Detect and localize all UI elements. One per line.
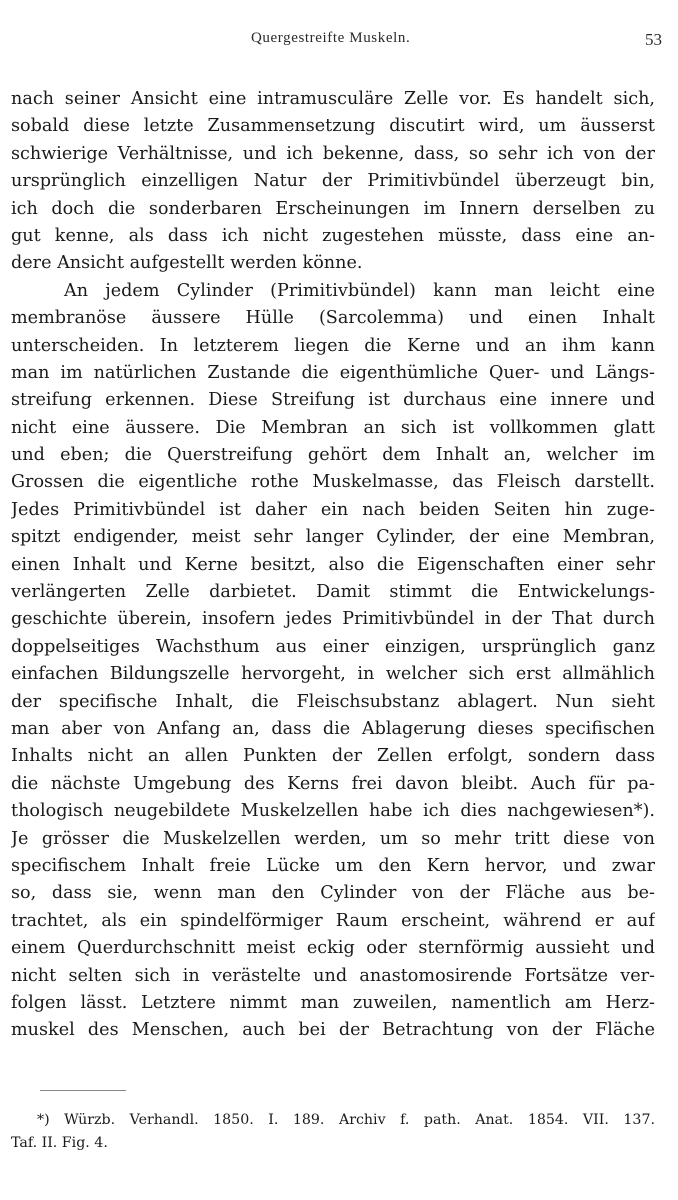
- text-line: folgen lässt. Letztere nimmt man zuweilen, namentlich am Herz-: [11, 992, 655, 1013]
- text-line: ich doch die sonderbaren Erscheinungen im Innern derselben zu: [11, 198, 655, 219]
- text-line: schwierige Verhältnisse, und ich bekenne, dass, so sehr ich von der: [11, 143, 655, 164]
- text-line: spitzt endigender, meist sehr langer Cylinder, der eine Membran,: [11, 527, 655, 548]
- text-line: und eben; die Querstreifung gehört dem Inhalt an, welcher im: [11, 445, 655, 466]
- footnote-divider: [40, 1090, 126, 1091]
- footnote-line: Taf. II. Fig. 4.: [11, 1135, 108, 1151]
- text-line: einen Inhalt und Kerne besitzt, also die Eigenschaften einer sehr: [11, 554, 655, 575]
- text-line: streifung erkennen. Diese Streifung ist durchaus eine innere und: [11, 390, 655, 411]
- text-line: Inhalts nicht an allen Punkten der Zellen erfolgt, sondern dass: [11, 746, 655, 767]
- text-line: verlängerten Zelle darbietet. Damit stimmt die Entwickelungs-: [11, 582, 655, 603]
- text-line: Grossen die eigentliche rothe Muskelmasse, das Fleisch darstellt.: [11, 472, 655, 493]
- text-line: man im natürlichen Zustande die eigenthümliche Quer- und Längs-: [11, 362, 655, 383]
- text-line: doppelseitiges Wachsthum aus einer einzigen, ursprünglich ganz: [11, 636, 655, 657]
- running-title: Quergestreifte Muskeln.: [251, 30, 411, 46]
- text-line: man aber von Anfang an, dass die Ablagerung dieses specifischen: [11, 718, 655, 739]
- text-line: Jedes Primitivbündel ist daher ein nach beiden Seiten hin zuge-: [11, 499, 655, 520]
- text-line: einem Querdurchschnitt meist eckig oder sternförmig aussieht und: [11, 938, 655, 959]
- footnotes: [11, 1109, 655, 1155]
- text-line: thologisch neugebildete Muskelzellen habe ich dies nachgewiesen*).: [11, 801, 655, 822]
- text-line: gut kenne, als dass ich nicht zugestehen müsste, dass eine an-: [11, 225, 655, 246]
- text-line: trachtet, als ein spindelförmiger Raum erscheint, während er auf: [11, 910, 655, 931]
- text-line: unterscheiden. In letzterem liegen die Kerne und an ihm kann: [11, 335, 655, 356]
- text-line: nicht selten sich in verästelte und anastomosirende Fortsätze ver-: [11, 965, 655, 986]
- body-text: [11, 86, 655, 1045]
- text-line: ursprünglich einzelligen Natur der Primitivbündel überzeugt bin,: [11, 171, 655, 192]
- text-line: An jedem Cylinder (Primitivbündel) kann man leicht eine: [64, 280, 655, 301]
- text-line: sobald diese letzte Zusammensetzung discutirt wird, um äusserst: [11, 116, 655, 137]
- text-line: nach seiner Ansicht eine intramusculäre Zelle vor. Es handelt sich,: [11, 89, 655, 109]
- text-line: nicht eine äussere. Die Membran an sich ist vollkommen glatt: [11, 417, 655, 438]
- page-number: 53: [645, 30, 662, 49]
- text-line: geschichte überein, insofern jedes Primitivbündel in der That durch: [11, 609, 655, 630]
- running-head: [0, 30, 678, 56]
- footnote-line: *) Würzb. Verhandl. 1850. I. 189. Archiv f. path. Anat. 1854. VII. 137.: [37, 1112, 655, 1128]
- text-line: der specifische Inhalt, die Fleischsubstanz ablagert. Nun sieht: [11, 691, 655, 712]
- text-line: die nächste Umgebung des Kerns frei davon bleibt. Auch für pa-: [11, 773, 655, 794]
- text-line: Je grösser die Muskelzellen werden, um so mehr tritt diese von: [11, 828, 655, 849]
- text-line: so, dass sie, wenn man den Cylinder von der Fläche aus be-: [11, 883, 655, 904]
- text-line: einfachen Bildungszelle hervorgeht, in welcher sich erst allmählich: [11, 664, 655, 685]
- text-line: membranöse äussere Hülle (Sarcolemma) und einen Inhalt: [11, 308, 655, 329]
- text-line: muskel des Menschen, auch bei der Betrachtung von der Fläche: [11, 1020, 655, 1041]
- text-line: specifischem Inhalt freie Lücke um den Kern hervor, und zwar: [11, 855, 655, 876]
- text-line: dere Ansicht aufgestellt werden könne.: [11, 253, 363, 274]
